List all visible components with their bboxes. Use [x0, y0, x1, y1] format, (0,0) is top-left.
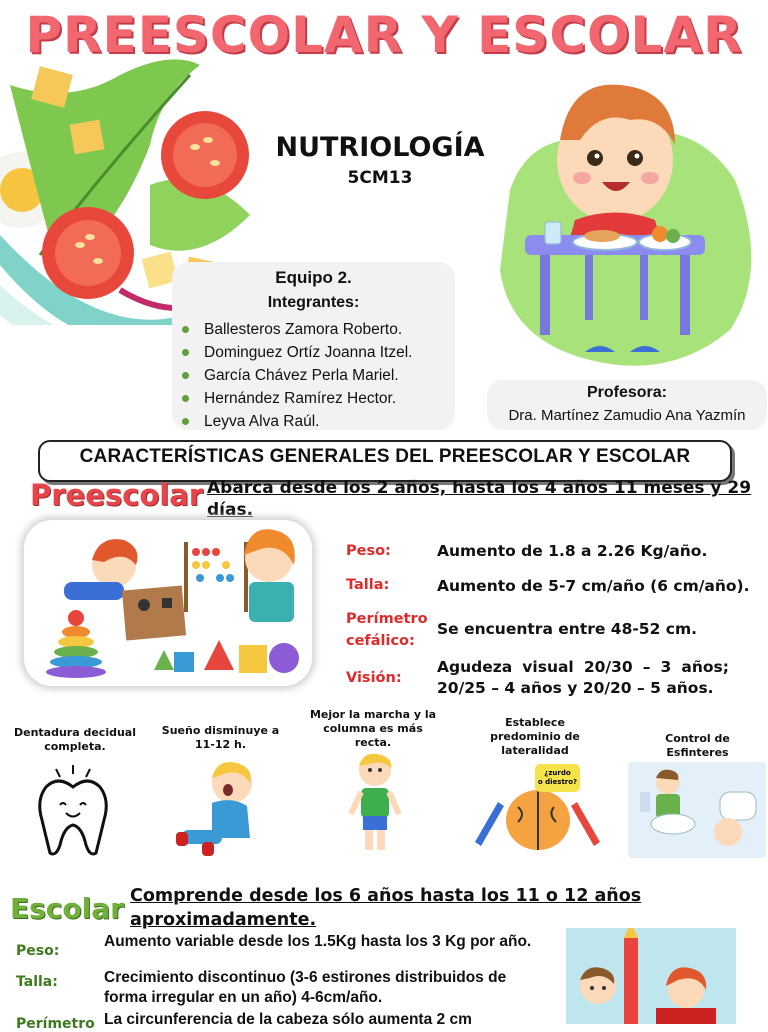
stat-value-peso: Aumento de 1.8 a 2.26 Kg/año.: [437, 542, 708, 560]
school-kids-illustration: [566, 928, 736, 1024]
feature-caption-teeth: Dentadura decidual completa.: [13, 726, 136, 753]
preescolar-label: Preescolar: [30, 478, 204, 512]
school-kids-image: [566, 928, 736, 1024]
feature-caption-sphincter: Control de Esfinteres: [665, 732, 730, 759]
stat-value-vision: Agudeza visual 20/30 – 3 años; 20/25 – 4 años y 20/20 – 5 años.: [437, 658, 729, 697]
stat-value-talla: Aumento de 5-7 cm/año (6 cm/año).: [437, 577, 750, 595]
escolar-age-range: Comprende desde los 6 años hasta los 11 o 12 años aproximadamente.: [130, 886, 642, 930]
member-name: Leyva Alva Raúl.: [204, 413, 320, 430]
member-name: Dominguez Ortíz Joanna Itzel.: [204, 344, 413, 361]
feature-caption-laterality: Establece predominio de lateralidad: [490, 716, 580, 757]
stat-label-talla: Talla:: [346, 577, 390, 593]
kids-playing-image: [24, 520, 312, 686]
potty-training-illustration: [628, 762, 766, 858]
subject-title: NUTRIOLOGÍA: [275, 132, 485, 163]
preescolar-age-range: Abarca desde los 2 años, hasta los 4 años 11 meses y 29 días.: [207, 478, 752, 520]
escolar-stat-label-talla: Talla:: [16, 974, 58, 990]
feature-caption-posture: Mejor la marcha y la columna es más recta.: [309, 708, 437, 749]
bullet-icon: [182, 395, 189, 402]
feature-caption-sleep: Sueño disminuye a 11-12 h.: [161, 724, 280, 751]
group-code: 5CM13: [347, 168, 413, 188]
main-title: PREESCOLAR Y ESCOLAR: [25, 6, 743, 64]
tooth-icon: [28, 765, 118, 860]
bubble-text: ¿zurdo o diestro?: [537, 769, 578, 786]
professor-heading: Profesora:: [586, 384, 668, 401]
section-title: CARACTERÍSTICAS GENERALES DEL PREESCOLAR Y ESCOLAR: [79, 446, 691, 467]
members-list: [180, 318, 413, 433]
kid-eating-illustration: [490, 70, 760, 375]
list-item: [180, 410, 413, 433]
escolar-stat-label-perimetro: Perímetro: [16, 1016, 95, 1032]
stat-value-perimetro: Se encuentra entre 48-52 cm.: [437, 620, 698, 638]
professor-name: Dra. Martínez Zamudio Ana Yazmín: [508, 407, 746, 424]
list-item: [180, 318, 413, 341]
member-name: Hernández Ramírez Hector.: [204, 390, 397, 407]
list-item: [180, 341, 413, 364]
stat-label-perimetro: Perímetro cefálico:: [346, 611, 428, 649]
bullet-icon: [182, 418, 189, 425]
yawning-child-icon: [172, 758, 267, 858]
bullet-icon: [182, 349, 189, 356]
escolar-stat-value-talla: Crecimiento discontinuo (3-6 estirones distribuidos de forma irregular en un año) 4-6cm/año.: [104, 969, 507, 1006]
escolar-label: Escolar: [10, 892, 124, 925]
team-name: Equipo 2.: [275, 268, 352, 287]
member-name: García Chávez Perla Mariel.: [204, 367, 399, 384]
crouton-2: [70, 120, 105, 155]
bullet-icon: [182, 372, 189, 379]
kids-toys-illustration: [24, 520, 312, 686]
escolar-stat-value-perimetro: La circunferencia de la cabeza sólo aumenta 2 cm: [104, 1011, 472, 1028]
glass: [545, 222, 561, 244]
stat-label-peso: Peso:: [346, 543, 391, 559]
member-name: Ballesteros Zamora Roberto.: [204, 321, 403, 338]
escolar-stat-value-peso: Aumento variable desde los 1.5Kg hasta los 3 Kg por año.: [104, 933, 532, 950]
sphincter-control-image: [628, 762, 766, 858]
members-heading: Integrantes:: [267, 294, 360, 311]
brain-laterality-icon: [470, 762, 605, 857]
bullet-icon: [182, 326, 189, 333]
escolar-stat-label-peso: Peso:: [16, 943, 60, 959]
list-item: [180, 364, 413, 387]
stat-label-vision: Visión:: [346, 670, 402, 686]
walking-child-icon: [345, 752, 405, 857]
list-item: [180, 387, 413, 410]
